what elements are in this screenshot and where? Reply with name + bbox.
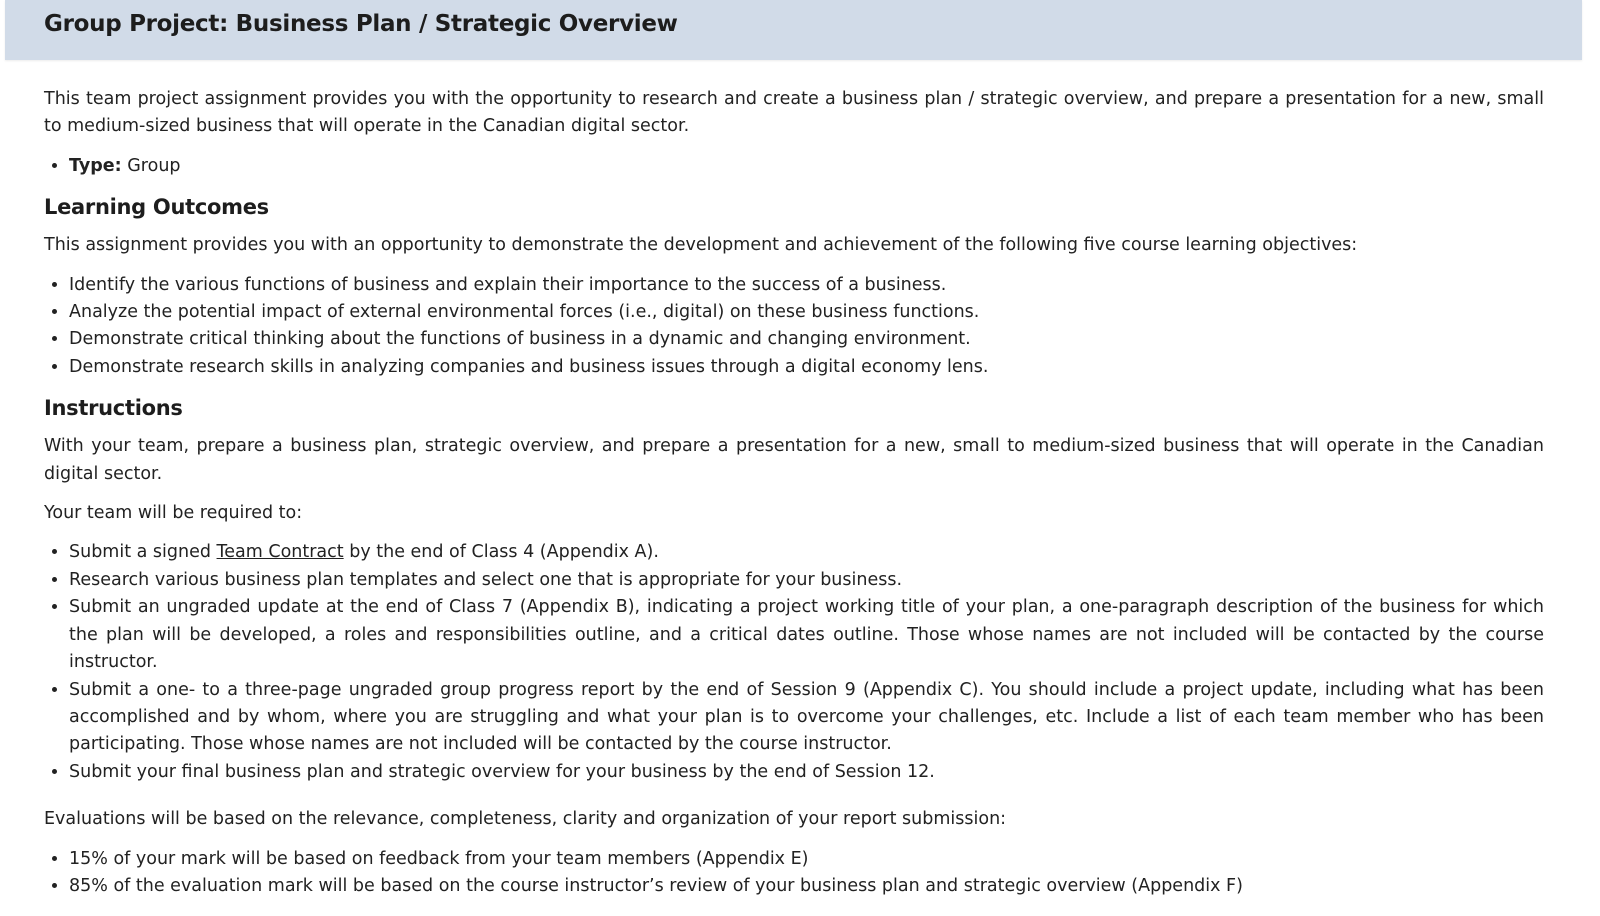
instructions-heading: Instructions [44,396,183,421]
required-intro: Your team will be required to: [44,503,303,524]
type-item [69,153,1544,180]
page-header [5,0,1582,60]
list-item: • 15% of your mark will be based on feedback from your team members (Appendix E) [69,846,1544,873]
contract-text-after: by the end of Class 4 (Appendix A). [343,542,659,563]
instructions-paragraph: With your team, prepare a business plan, strategic overview, and prepare a presentation for a new, small to medium-sized business that will operate in the Canadian digital sector. [44,436,1544,484]
instructions-list [44,539,1544,786]
list-item: • 85% of the evaluation mark will be based on the course instructor’s review of your business plan and strategic overview (Appendix F) [69,873,1544,900]
list-item: • Research various business plan templates and select one that is appropriate for your business. [69,567,1544,594]
type-list [44,153,1544,180]
page-title: Group Project: Business Plan / Strategic Overview [44,11,678,37]
evaluation-list [44,846,1544,901]
team-contract-link[interactable]: Team Contract [216,542,344,563]
type-value: Group [127,155,181,176]
list-item [69,539,1544,566]
learning-outcomes-list [44,272,1544,382]
learning-outcomes-heading: Learning Outcomes [44,195,269,220]
list-item: • Submit your final business plan and strategic overview for your business by the end of Session 12. [69,759,1544,786]
list-item: • Analyze the potential impact of external environmental forces (i.e., digital) on these business functions. [69,299,1544,326]
assignment-content [44,86,1544,912]
list-item: • Demonstrate critical thinking about the functions of business in a dynamic and changing environment. [69,326,1544,353]
type-label: Type: [69,155,122,176]
intro-paragraph: This team project assignment provides you with the opportunity to research and create a business plan / strategic overview, and prepare a presentation for a new, small to medium-sized business that will operate in the Canadian digital sector. [44,89,1544,137]
contract-text-before: Submit a signed [69,542,217,563]
learning-outcomes-paragraph: This assignment provides you with an opportunity to demonstrate the development and achievement of the following five course learning objectives: [44,235,1358,256]
list-item: • Demonstrate research skills in analyzing companies and business issues through a digital economy lens. [69,354,1544,381]
list-item: • Submit an ungraded update at the end of Class 7 (Appendix B), indicating a project working title of your plan, a one-paragraph description of the business for which the plan will be developed, a roles and responsibilities outline, and a critical dates outline. Those whose names are not included will be contacted by the course instructor. [69,594,1544,676]
list-item: • Identify the various functions of business and explain their importance to the success of a business. [69,272,1544,299]
evaluation-paragraph: Evaluations will be based on the relevance, completeness, clarity and organization of your report submission: [44,809,1007,830]
list-item: • Submit a one- to a three-page ungraded group progress report by the end of Session 9 (Appendix C). You should include a project update, including what has been accomplished and by whom, where you are struggling and what your plan is to overcome your challenges, etc. Include a list of each team member who has been participating. Those whose names are not included will be contacted by the course instructor. [69,677,1544,759]
